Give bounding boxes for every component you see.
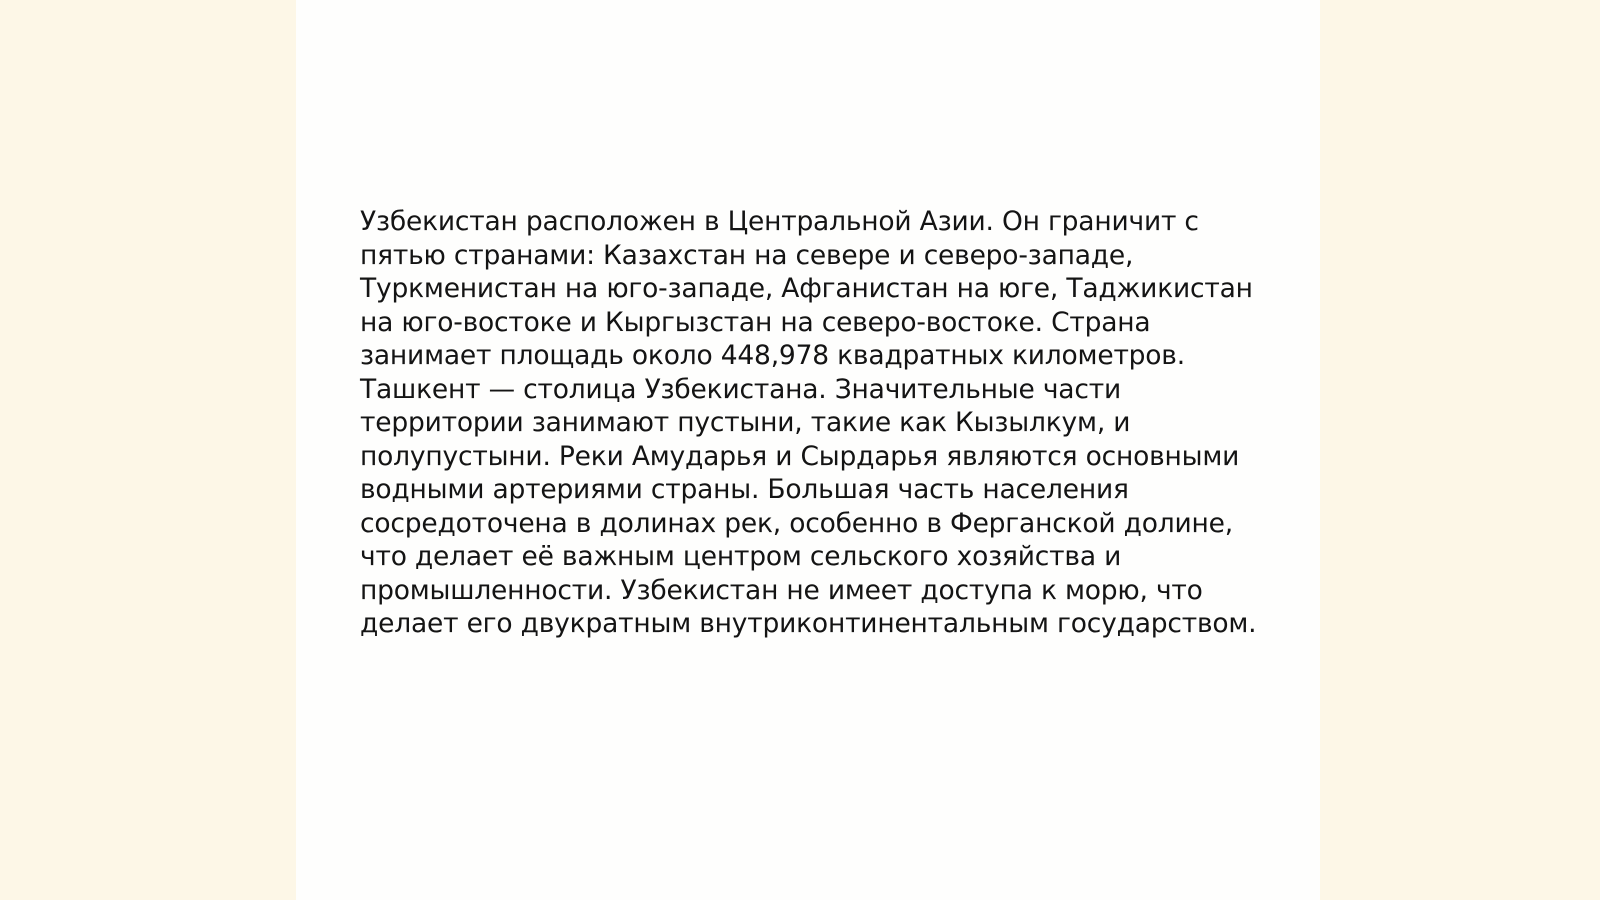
paragraph-line: водными артериями страны. Большая часть населения: [360, 474, 1129, 505]
paragraph-line: Узбекистан расположен в Центральной Азии. Он граничит с: [360, 206, 1199, 237]
paragraph-line: Ташкент — столица Узбекистана. Значительные части: [360, 373, 1121, 405]
paragraph-line: делает его двукратным внутриконтинентальным государством.: [360, 608, 1257, 639]
paragraph-line: Туркменистан на юго-западе, Афганистан на юге, Таджикистан: [360, 273, 1253, 304]
paragraph-line: территории занимают пустыни, такие как Кызылкум, и: [360, 407, 1131, 438]
paragraph-line: промышленности. Узбекистан не имеет доступа к морю, что: [360, 574, 1203, 606]
paragraph-line: пятью странами: Казахстан на севере и северо-западе,: [360, 239, 1134, 271]
paragraph-line: полупустыни. Реки Амударья и Сырдарья являются основными: [360, 440, 1240, 472]
body-paragraph: [360, 205, 1260, 641]
paragraph-line: занимает площадь около 448,978 квадратных километров.: [360, 340, 1185, 371]
paragraph-line: сосредоточена в долинах рек, особенно в Ферганской долине,: [360, 507, 1233, 539]
document-page: [296, 0, 1320, 900]
paragraph-line: на юго-востоке и Кыргызстан на северо-востоке. Страна: [360, 306, 1151, 338]
paragraph-line: что делает её важным центром сельского хозяйства и: [360, 541, 1122, 572]
